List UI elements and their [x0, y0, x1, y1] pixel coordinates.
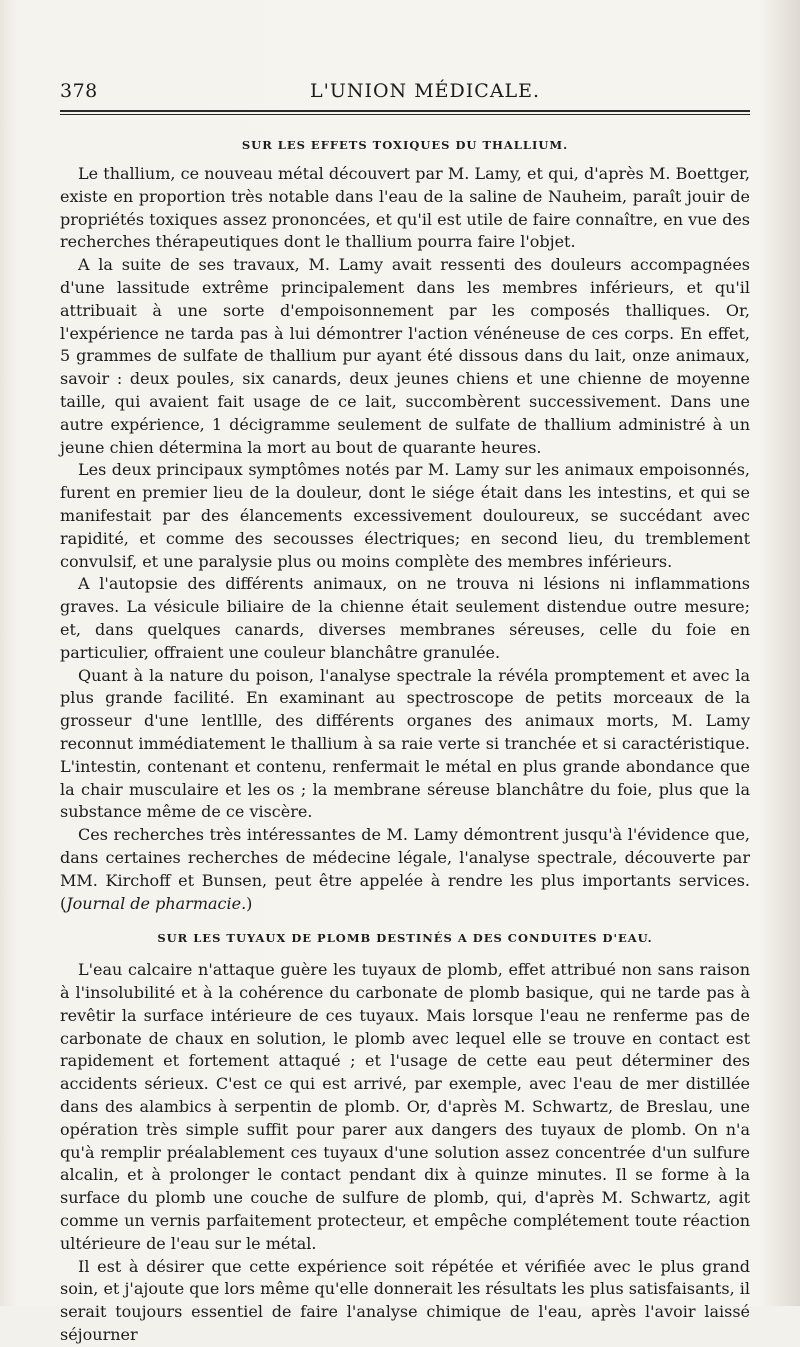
- running-title: L'UNION MÉDICALE.: [310, 80, 541, 102]
- paragraph: Il est à désirer que cette expérience soit répétée et vérifiée avec le plus grand soin, et j'ajoute que lors même qu'elle donnerait les résultats les plus satisfaisants, il serait toujours essentiel de faire l'analyse chimique de l'eau, après l'avoir laissé séjourner: [60, 1256, 750, 1345]
- paragraph-with-citation: [60, 824, 750, 915]
- paragraph: L'eau calcaire n'attaque guère les tuyaux de plomb, effet attribué non sans raison à l'insolubilité et à la cohérence du carbonate de plomb basique, qui ne tarde pas à revêtir la surface intérieure de ces tuyaux. Mais lorsque l'eau ne renferme pas de carbonate de chaux en solution, le plomb avec lequel elle se trouve en contact est rapidement et fortement attaqué ; et l'usage de cette eau peut déterminer des accidents sérieux. C'est ce qui est arrivé, par exemple, avec l'eau de mer distillée dans des alambics à serpentin de plomb. Or, d'après M. Schwartz, de Breslau, une opération très simple suffit pour parer aux dangers des tuyaux de plomb. On n'a qu'à remplir préalablement ces tuyaux d'une solution assez concentrée d'un sulfure alcalin, et à prolonger le contact pendant dix à quinze minutes. Il se forme à la surface du plomb une couche de sulfure de plomb, qui, d'après M. Schwartz, agit comme un vernis parfaitement protecteur, et empêche complétement toute réaction ultérieure de l'eau sur le métal.: [60, 960, 750, 1253]
- paragraph-text: Ces recherches très intéressantes de M. Lamy démontrent jusqu'à l'évidence que, dans certaines recherches de médecine légale, l'analyse spectrale, découverte par MM. Kirchoff et Bunsen, peut être appelée à rendre les plus importants services. (: [60, 825, 750, 913]
- section-title-thallium: SUR LES EFFETS TOXIQUES DU THALLIUM.: [241, 138, 569, 152]
- paragraph: A la suite de ses travaux, M. Lamy avait ressenti des douleurs accompagnées d'une lassitude extrême principalement dans les membres inférieurs, et qu'il attribuait à une sorte d'empoisonnement par les composés thalliques. Or, l'expérience ne tarda pas à lui démontrer l'action vénéneuse de ces corps. En effet, 5 grammes de sulfate de thallium pur ayant été dissous dans du lait, onze animaux, savoir : deux poules, six canards, deux jeunes chiens et une chienne de moyenne taille, qui avaient fait usage de ce lait, succombèrent successivement. Dans une autre expérience, 1 décigramme seulement de sulfate de thallium administré à un jeune chien détermina la mort au bout de quarante heures.: [60, 255, 750, 457]
- paragraph: A l'autopsie des différents animaux, on ne trouva ni lésions ni inflammations graves. La vésicule biliaire de la chienne était seulement distendue outre mesure; et, dans quelques canards, diverses membranes séreuses, celle du foie en particulier, offraient une couleur blanchâtre granulée.: [60, 574, 750, 662]
- section-title-lead-pipes: SUR LES TUYAUX DE PLOMB DESTINÉS A DES CONDUITES D'EAU.: [157, 931, 653, 946]
- paragraph: Les deux principaux symptômes notés par M. Lamy sur les animaux empoisonnés, furent en premier lieu de la douleur, dont le siége était dans les intestins, et qui se manifestait par des élancements excessivement douloureux, se succédant avec rapidité, et comme des secousses électriques; en second lieu, du tremblement convulsif, et une paralysie plus ou moins complète des membres inférieurs.: [60, 460, 750, 571]
- paragraph: Le thallium, ce nouveau métal découvert par M. Lamy, et qui, d'après M. Boettger, existe en proportion très notable dans l'eau de la saline de Nauheim, paraît jouir de propriétés toxiques assez prononcées, et qu'il est utile de faire connaître, en vue des recherches thérapeutiques dont le thallium pourra faire l'objet.: [60, 164, 750, 252]
- paragraph: Quant à la nature du poison, l'analyse spectrale la révéla promptement et avec la plus grande facilité. En examinant au spectroscope de petits morceaux de la grosseur d'une lentllle, des différents organes des animaux morts, M. Lamy reconnut immédiatement le thallium à sa raie verte si tranchée et si caractéristique. L'intestin, contenant et contenu, renfermait le métal en plus grande abondance que la chair musculaire et les os ; la membrane séreuse blanchâtre du foie, plus que la substance même de ce viscère.: [60, 665, 750, 822]
- citation-closing: ): [246, 893, 253, 913]
- page-number: 378: [60, 80, 98, 102]
- page-content: [60, 134, 750, 1347]
- header-rule: [60, 110, 750, 115]
- journal-citation: Journal de pharmacie.: [66, 893, 247, 913]
- page-header: [60, 74, 750, 108]
